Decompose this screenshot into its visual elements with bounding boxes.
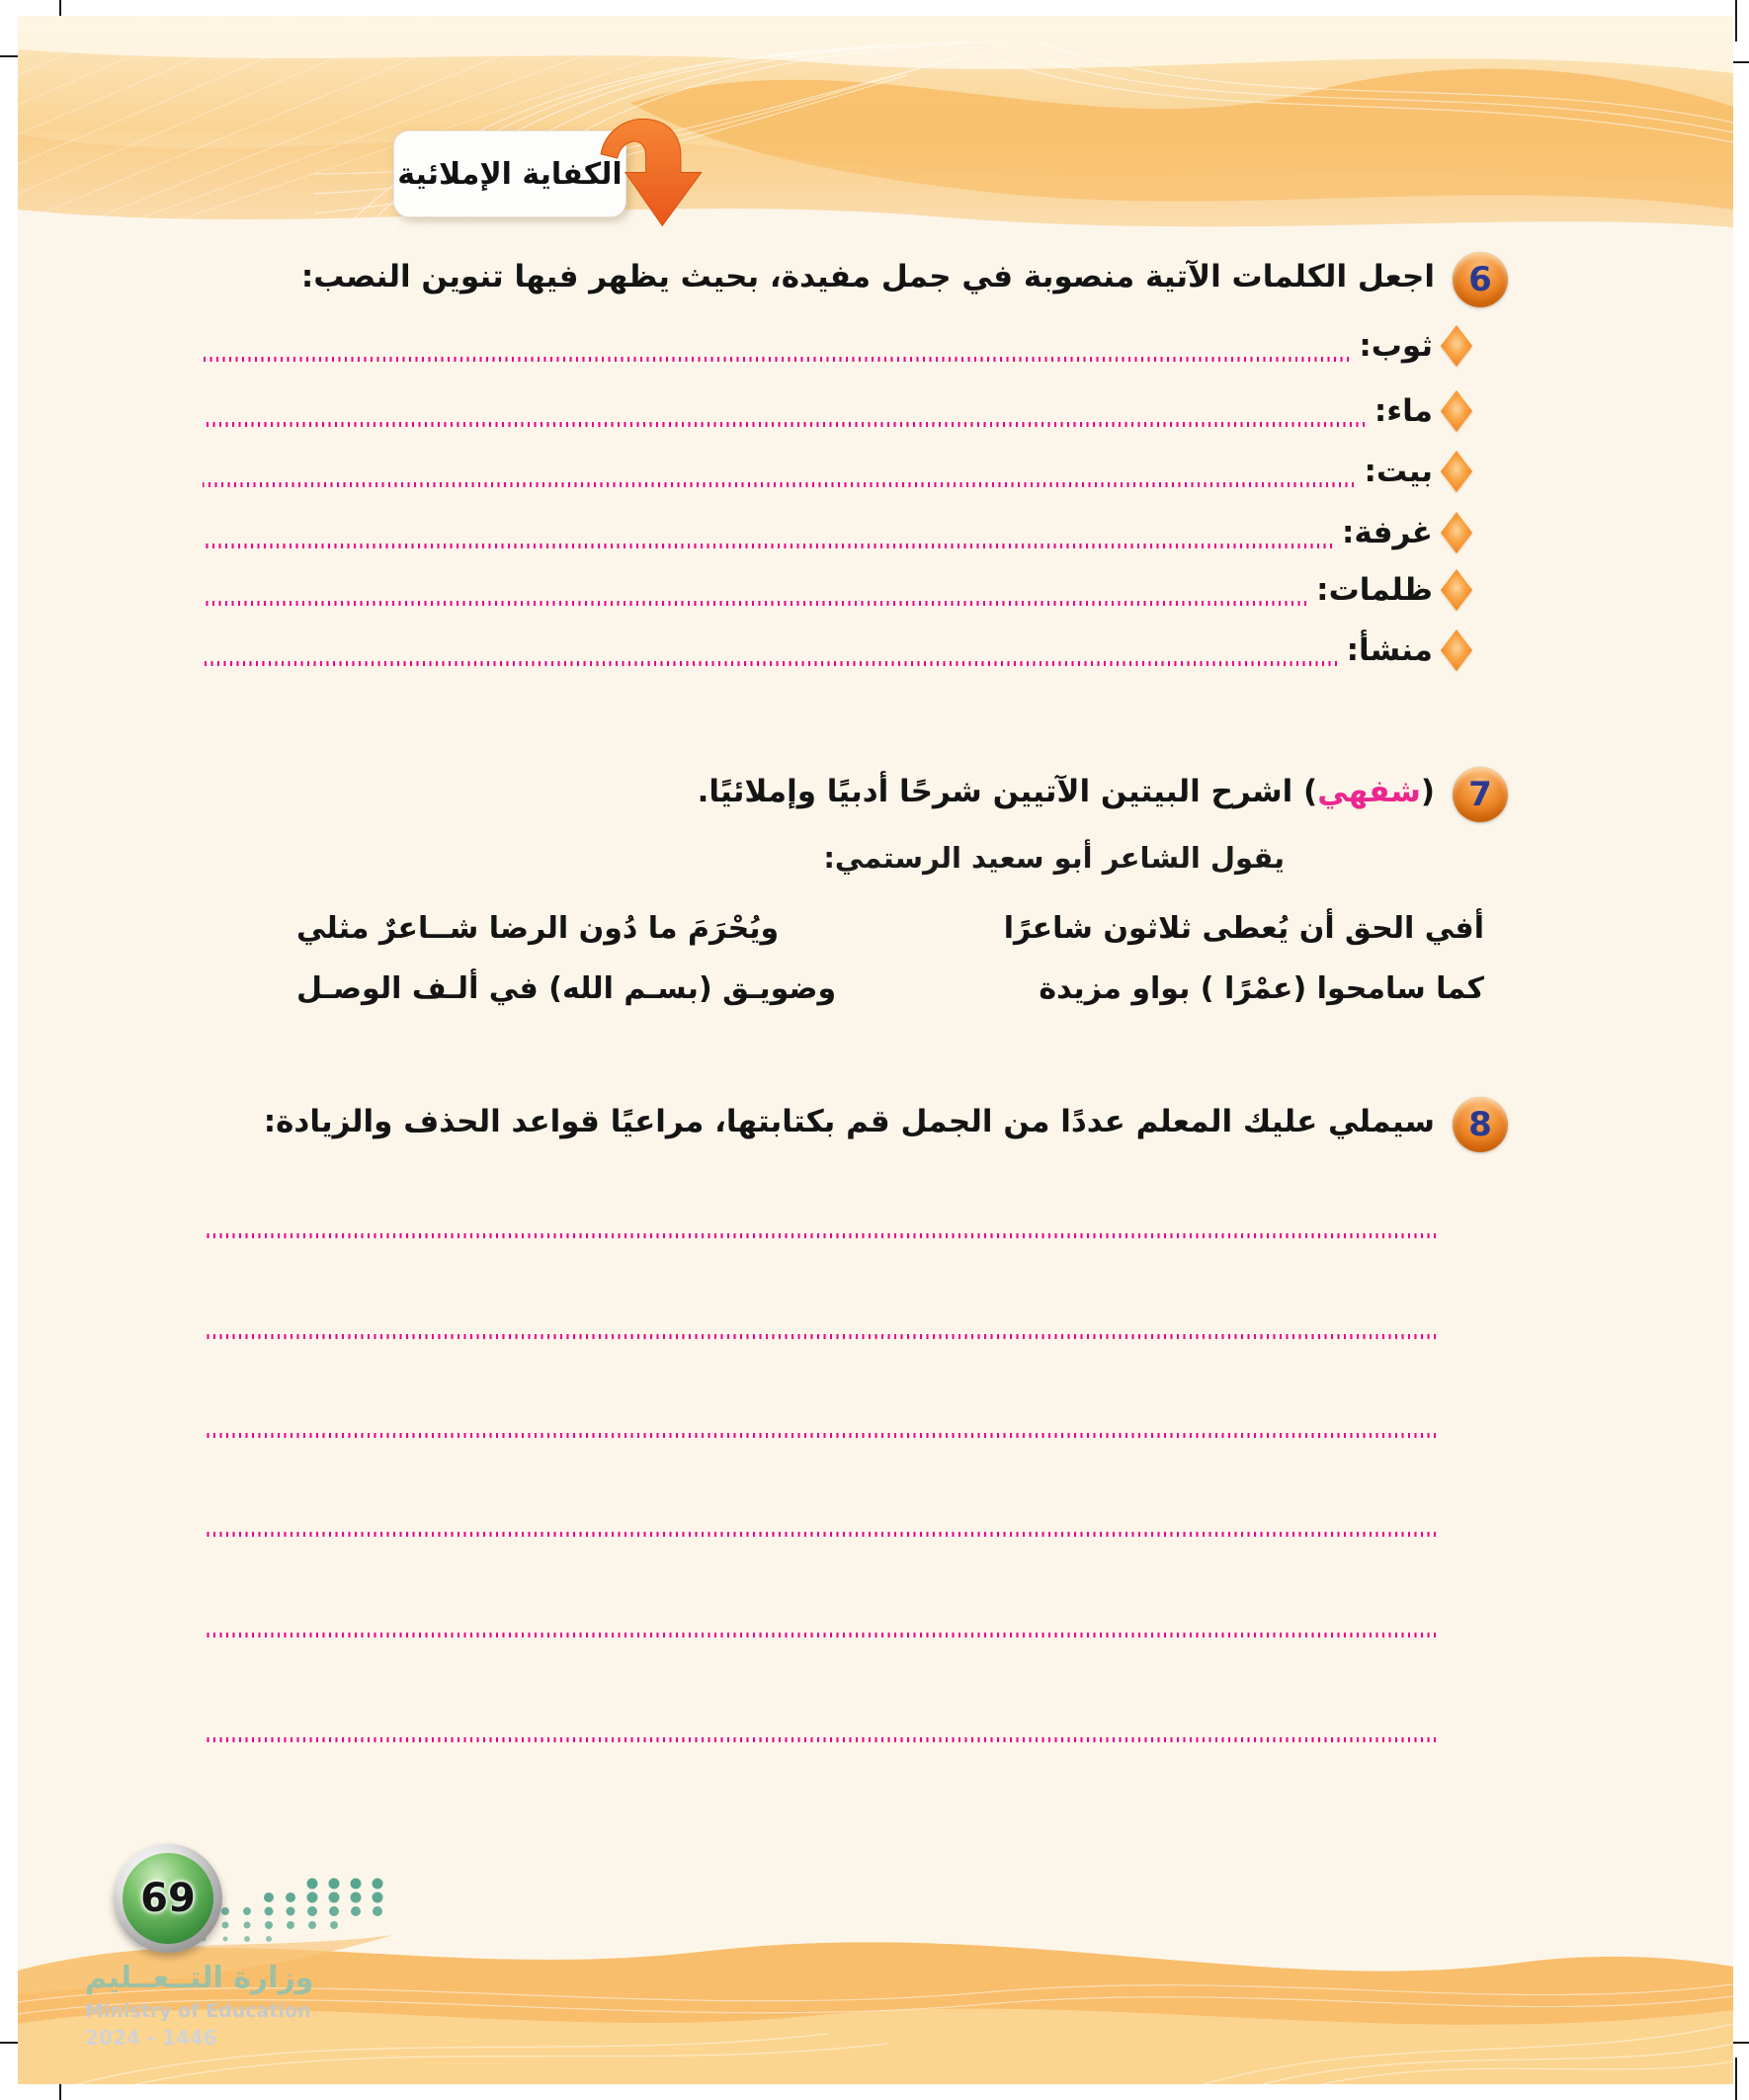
down-arrow-icon [599, 113, 711, 231]
section-title-badge [393, 130, 626, 217]
answer-line [203, 482, 1354, 487]
question-7-number-badge [1453, 767, 1508, 822]
question-7-prompt [698, 774, 1435, 809]
question-6-prompt: اجعل الكلمات الآتية منصوبة في جمل مفيدة، بحيث يظهر فيها تنوين النصب: [300, 259, 1435, 294]
answer-line [203, 544, 1332, 548]
dictation-answer-line [206, 1334, 1436, 1339]
hemistich-left: وضويـق (بسـم الله) في ألـف الوصـل [296, 971, 837, 1006]
verse-line [296, 971, 1484, 1006]
answer-line [203, 357, 1349, 362]
page-number-ball [114, 1844, 222, 1953]
answer-line [203, 661, 1337, 666]
question-6-number-badge [1453, 252, 1508, 307]
dictation-answer-line [206, 1633, 1436, 1638]
page-number-ball-inner [123, 1853, 213, 1944]
section-title: الكفاية الإملائية [397, 156, 623, 192]
question-8-number-badge [1453, 1097, 1508, 1152]
fill-in-item [203, 567, 1472, 613]
diamond-bullet-icon [1441, 630, 1472, 671]
answer-line [203, 422, 1365, 427]
fill-in-item [203, 449, 1472, 494]
item-word: ماء: [1374, 393, 1433, 429]
item-word: ظلمات: [1316, 572, 1433, 608]
fill-in-item [203, 510, 1472, 555]
item-word: بيت: [1364, 454, 1433, 489]
hemistich-right: أفي الحق أن يُعطى ثلاثون شاعرًا [1003, 911, 1484, 946]
crop-mark [1735, 2058, 1737, 2100]
poem [296, 911, 1484, 1032]
dictation-answer-line [206, 1233, 1436, 1238]
edition-years: 2024 - 1446 [85, 2026, 217, 2050]
question-number: 6 [1468, 260, 1492, 299]
fill-in-item [203, 388, 1472, 434]
item-word: ثوب: [1359, 328, 1433, 364]
verse-line [296, 911, 1484, 946]
crop-mark [1735, 0, 1737, 42]
question-number: 7 [1468, 775, 1492, 814]
diamond-bullet-icon [1441, 325, 1472, 367]
diamond-bullet-icon [1441, 451, 1472, 492]
question-8-prompt: سيملي عليك المعلم عددًا من الجمل قم بكتابتها، مراعيًا قواعد الحذف والزيادة: [263, 1104, 1435, 1139]
ministry-name-english: Ministry of Education [85, 2000, 311, 2022]
diamond-bullet-icon [1441, 390, 1472, 432]
ministry-logo [85, 1961, 322, 2050]
fill-in-item [203, 323, 1472, 369]
question-number: 8 [1468, 1105, 1492, 1144]
dictation-answer-line [206, 1433, 1436, 1438]
dictation-answer-line [206, 1737, 1436, 1742]
paren-open: ( [1420, 774, 1435, 809]
poet-intro: يقول الشاعر أبو سعيد الرستمي: [823, 841, 1285, 875]
hemistich-left: ويُحْرَمَ ما دُون الرضا شــاعرٌ مثلي [296, 911, 780, 946]
diamond-bullet-icon [1441, 569, 1472, 611]
item-word: غرفة: [1342, 515, 1433, 550]
answer-line [203, 601, 1306, 606]
fill-in-item [203, 628, 1472, 673]
header-decoration [18, 16, 1733, 243]
item-word: منشأ: [1346, 632, 1433, 668]
hemistich-right: كما سامحوا (عمْرًا ) بواو مزيدة [1039, 971, 1484, 1006]
diamond-bullet-icon [1441, 512, 1472, 553]
ministry-name-arabic: وزارة التــعــليم [85, 1961, 314, 1995]
oral-tag: شفهي [1317, 774, 1421, 809]
dictation-answer-line [206, 1532, 1436, 1537]
page-number: 69 [140, 1876, 196, 1921]
question-7-prompt-text: ) اشرح البيتين الآتيين شرحًا أدبيًا وإملائيًا. [697, 774, 1318, 809]
